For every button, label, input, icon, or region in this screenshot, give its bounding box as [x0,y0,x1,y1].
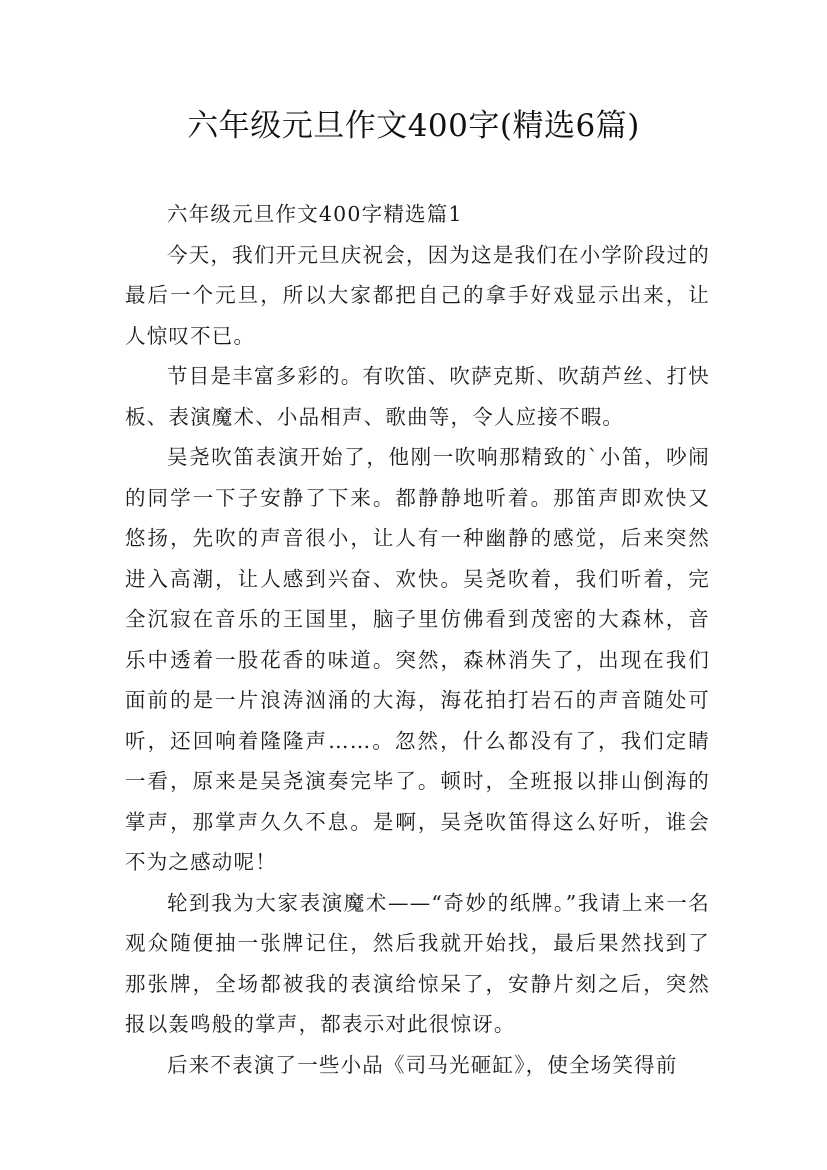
document-title: 六年级元旦作文400字(精选6篇) [187,108,640,144]
paragraph-1: 今天，我们开元旦庆祝会，因为这是我们在小学阶段过的最后一个元旦，所以大家都把自己的拿手好戏显示出来，让人惊叹不已。 [125,242,710,348]
paragraph-3: 吴尧吹笛表演开始了，他刚一吹响那精致的`小笛，吵闹的同学一下子安静了下来。都静静地听着。那笛声即欢快又悠扬，先吹的声音很小，让人有一种幽静的感觉，后来突然进入高潮，让人感到兴奋、欢快。吴尧吹着，我们听着，完全沉寂在音乐的王国里，脑子里仿佛看到茂密的大森林，音乐中透着一股花香的味道。突然，森林消失了，出现在我们面前的是一片浪涛汹涌的大海，海花拍打岩石的声音随处可听，还回响着隆隆声……。忽然，什么都没有了，我们定睛一看，原来是吴尧演奏完毕了。顿时，全班报以排山倒海的掌声，那掌声久久不息。是啊，吴尧吹笛得这么好听，谁会不为之感动呢！ [125,445,710,874]
paragraph-2: 节目是丰富多彩的。有吹笛、吹萨克斯、吹葫芦丝、打快板、表演魔术、小品相声、歌曲等，令人应接不暇。 [125,364,710,429]
paragraph-5: 后来不表演了一些小品《司马光砸缸》，使全场笑得前 [167,1052,678,1077]
section-heading: 六年级元旦作文400字精选篇1 [167,202,463,226]
paragraph-4: 轮到我为大家表演魔术——“奇妙的纸牌。”我请上来一名观众随便抽一张牌记住，然后我就开始找，最后果然找到了那张牌，全场都被我的表演给惊呆了，安静片刻之后，突然报以轰鸣般的掌声，都表示对此很惊讶。 [125,890,710,1036]
document-body [125,194,710,1085]
